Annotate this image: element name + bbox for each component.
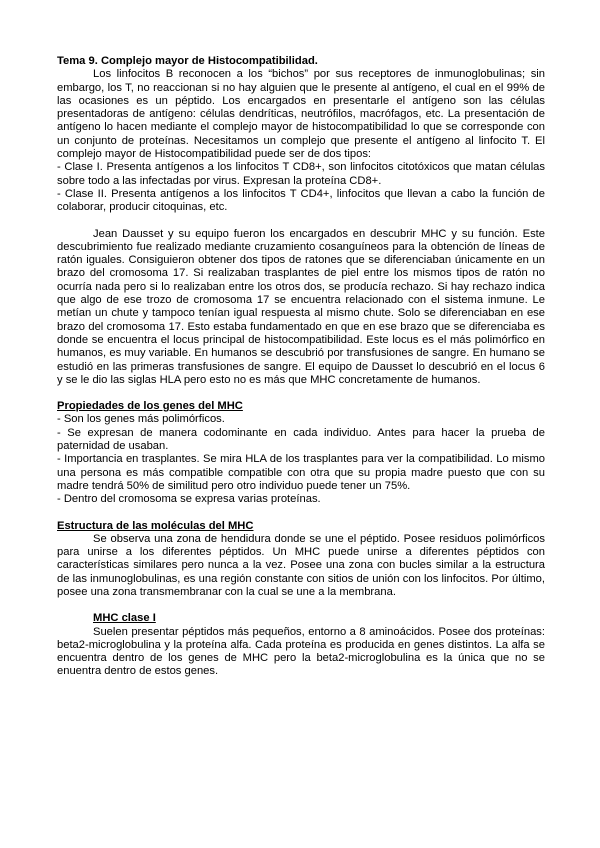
class-ii-item: - Clase II. Presenta antígenos a los linfocitos T CD4+, linfocitos que llevan a cabo la función de colaborar, producir citoquinas, etc. — [57, 187, 545, 214]
structure-heading: Estructura de las moléculas del MHC — [57, 519, 254, 532]
structure-paragraph: Se observa una zona de hendidura donde se une el péptido. Posee residuos polimórficos para unirse a los diferentes péptidos. Un MHC puede unirse a diferentes péptidos con características similares pero nunca a la vez. Posee una zona con bucles similar a la estructura de las inmunoglobulinas, es una región constante con sitios de unión con los linfocitos. Por último, posee una zona transmembranar con la cual se une a la membrana. — [57, 532, 545, 598]
property-item: - Son los genes más polimórficos. — [57, 413, 225, 426]
mhc-class-i-heading: MHC clase I — [93, 612, 156, 625]
mhc-class-i-paragraph: Suelen presentar péptidos más pequeños, entorno a 8 aminoácidos. Posee dos proteínas: beta2-microglobulina y la proteína alfa. Cada proteína es producida en genes distintos. La alfa se encuentra dentro de los genes de MHC pero la beta2-microglobulina es la única que no se enuentra dentro de estos genes. — [57, 625, 545, 678]
property-item: - Se expresan de manera codominante en cada individuo. Antes para hacer la prueba de paternidad de usaban. — [57, 426, 545, 453]
properties-heading: Propiedades de los genes del MHC — [57, 400, 243, 413]
dausset-paragraph: Jean Dausset y su equipo fueron los encargados en descubrir MHC y su función. Este descubrimiento fue realizado mediante cruzamiento cosanguíneos para la obtención de líneas de ratón iguales. Consiguieron obtener dos tipos de ratones que se diferenciaban únicamente en un brazo del cromosoma 17. Si realizaban trasplantes de piel entre los mismos tipos de ratón no ocurría nada pero si lo realizaban entre los otros dos, se producía rechazo. Si hay rechazo indica que algo de ese trozo de cromosoma 17 se encuentra relacionado con el sistema inmune. Le metían un chute y tampoco tenían igual respuesta al mismo chute. Solo se diferenciaban en ese brazo del cromosoma 17. Esto estaba fundamentado en que en ese brazo que se diferenciaba es donde se encuentra el locus principal de histocompatibilidad. Este locus es el más polimórfico en humanos, es muy variable. En humanos se descubrió por transfusiones de sangre. En humano se estudió en las primeras transfusiones de sangre. El equipo de Dausset lo descubrió en el locus 6 y se le dio las siglas HLA pero esto no es más que MHC concretamente de humanos. — [57, 227, 545, 386]
intro-paragraph: Los linfocitos B reconocen a los “bichos” por sus receptores de inmunoglobulinas; sin embargo, los T, no reaccionan si no hay alguien que le presente al antígeno, el cual en el 99% de las ocasiones es un péptido. Los encargados en presentarle el antígeno son las células presentadoras de antígeno: células dendríticas, neutrófilos, macrófagos, etc. La presentación de antígeno lo hacen mediante el complejo mayor de histocompatibilidad lo que se corresponde con un conjunto de proteínas. Necesitamos un complejo que presente el antígeno al linfocito T. El complejo mayor de Histocompatibilidad puede ser de dos tipos: — [57, 68, 545, 161]
spacer — [57, 215, 545, 228]
spacer — [57, 507, 545, 520]
property-item: - Dentro del cromosoma se expresa varias proteínas. — [57, 493, 321, 506]
spacer — [57, 599, 545, 612]
document-page — [57, 55, 545, 679]
class-i-item: - Clase I. Presenta antígenos a los linfocitos T CD8+, son linfocitos citotóxicos que matan células sobre todo a las infectadas por virus. Expresan la proteína CD8+. — [57, 161, 545, 187]
property-item: - Importancia en trasplantes. Se mira HLA de los trasplantes para ver la compatibilidad. Lo mismo una persona es más compatible compatible con otra que su propia madre puesto que con su madre tendrá 50% de similitud pero otro individuo puede tener un 75%. — [57, 453, 545, 492]
document-title: Tema 9. Complejo mayor de Histocompatibilidad. — [57, 55, 318, 67]
spacer — [57, 387, 545, 400]
